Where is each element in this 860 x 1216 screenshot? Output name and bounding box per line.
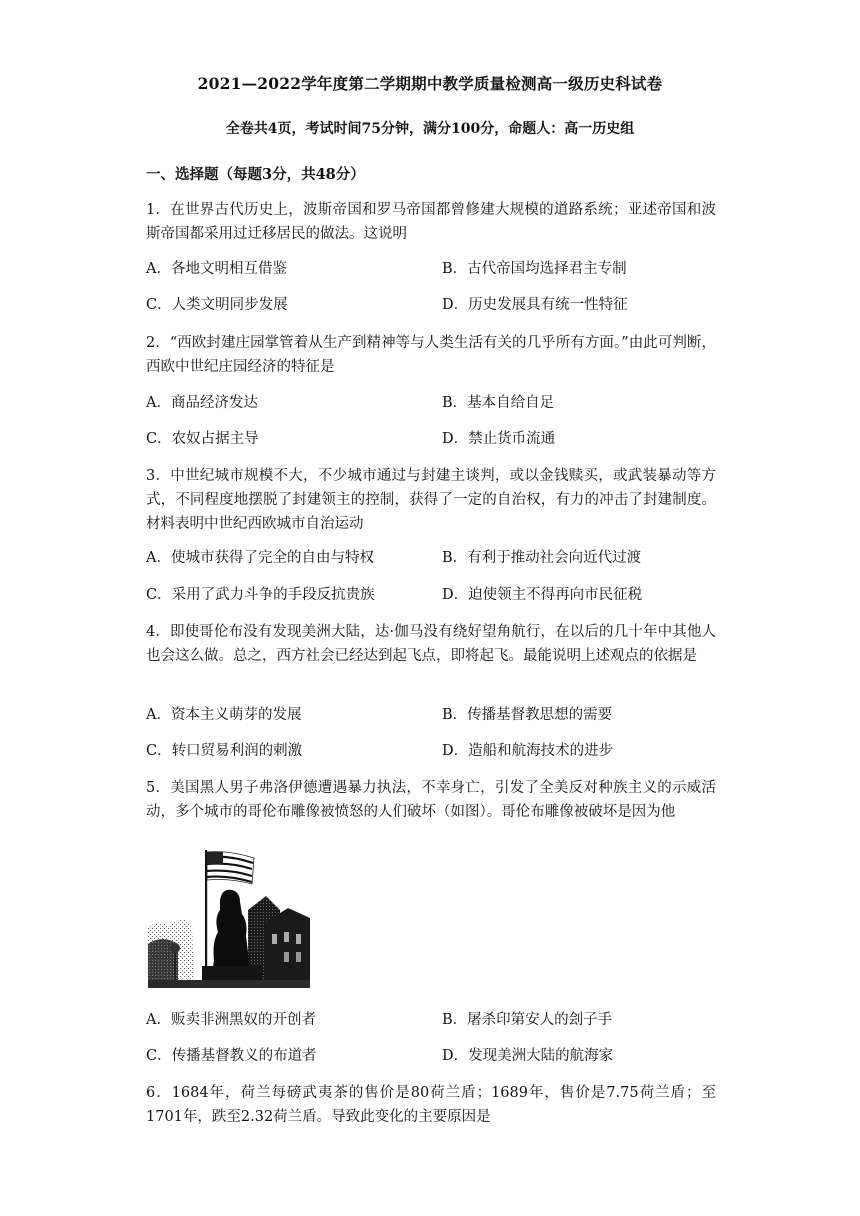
question-4-option-c[interactable]: C．转口贸易利润的刺激: [146, 743, 303, 759]
question-1-option-a[interactable]: A．各地文明相互借鉴: [146, 261, 287, 277]
question-5-option-a[interactable]: A．贩卖非洲黑奴的开创者: [146, 1012, 316, 1028]
question-5-stem: 5．美国黑人男子弗洛伊德遭遇暴力执法，不幸身亡，引发了全美反对种族主义的示威活动，多个城市的哥伦布雕像被愤怒的人们破坏（如图）。哥伦布雕像被破坏是因为他: [146, 780, 716, 820]
question-4-option-d[interactable]: D．造船和航海技术的进步: [442, 743, 614, 759]
question-3-option-a[interactable]: A．使城市获得了完全的自由与特权: [146, 550, 374, 566]
question-3-option-b[interactable]: B．有利于推动社会向近代过渡: [442, 550, 642, 566]
question-1-stem: 1．在世界古代历史上，波斯帝国和罗马帝国都曾修建大规模的道路系统；亚述帝国和波斯帝国都采用过迁移居民的做法。这说明: [146, 202, 716, 242]
section-heading: 一、选择题（每题3分，共48分）: [146, 166, 365, 183]
exam-title: 2021—2022学年度第二学期期中教学质量检测高一级历史科试卷: [197, 74, 663, 93]
exam-info: 全卷共4页，考试时间75分钟，满分100分，命题人：高一历史组: [225, 121, 635, 137]
question-2-option-d[interactable]: D．禁止货币流通: [442, 431, 556, 447]
question-3-stem: 3．中世纪城市规模不大，不少城市通过与封建主谈判，或以金钱赎买，或武装暴动等方式，不同程度地摆脱了封建领主的控制，获得了一定的自治权，有力的冲击了封建制度。材料表明中世纪西欧城市自治运动: [146, 468, 716, 532]
question-2-option-b[interactable]: B．基本自给自足: [442, 395, 555, 411]
flag-icon: [207, 852, 254, 884]
question-4-option-b[interactable]: B．传播基督教思想的需要: [442, 707, 613, 723]
question-1-option-c[interactable]: C．人类文明同步发展: [146, 297, 288, 313]
question-4-stem: 4．即使哥伦布没有发现美洲大陆，达·伽马没有绕好望角航行，在以后的几十年中其他人也会这么做。总之，西方社会已经达到起飞点，即将起飞。最能说明上述观点的依据是: [146, 624, 716, 664]
question-3-option-c[interactable]: C．采用了武力斗争的手段反抗贵族: [146, 587, 375, 603]
question-5-option-c[interactable]: C．传播基督教义的布道者: [146, 1048, 317, 1064]
question-2-stem: 2．“西欧封建庄园掌管着从生产到精神等与人类生活有关的几乎所有方面。”由此可判断，西欧中世纪庄园经济的特征是: [146, 335, 716, 375]
statue-photo: [148, 848, 310, 988]
question-5-option-d[interactable]: D．发现美洲大陆的航海家: [442, 1048, 614, 1064]
question-1-option-d[interactable]: D．历史发展具有统一性特征: [442, 297, 628, 313]
question-6-stem: 6．1684年，荷兰每磅武夷茶的售价是80荷兰盾；1689年，售价是7.75荷兰盾；至1701年，跌至2.32荷兰盾。导致此变化的主要原因是: [146, 1085, 716, 1125]
question-2-option-a[interactable]: A．商品经济发达: [146, 395, 258, 411]
question-2-option-c[interactable]: C．农奴占据主导: [146, 431, 259, 447]
question-5-option-b[interactable]: B．屠杀印第安人的刽子手: [442, 1012, 613, 1028]
question-1-option-b[interactable]: B．古代帝国均选择君主专制: [442, 261, 627, 277]
question-3-option-d[interactable]: D．迫使领主不得再向市民征税: [442, 587, 643, 603]
question-4-option-a[interactable]: A．资本主义萌芽的发展: [146, 707, 302, 723]
